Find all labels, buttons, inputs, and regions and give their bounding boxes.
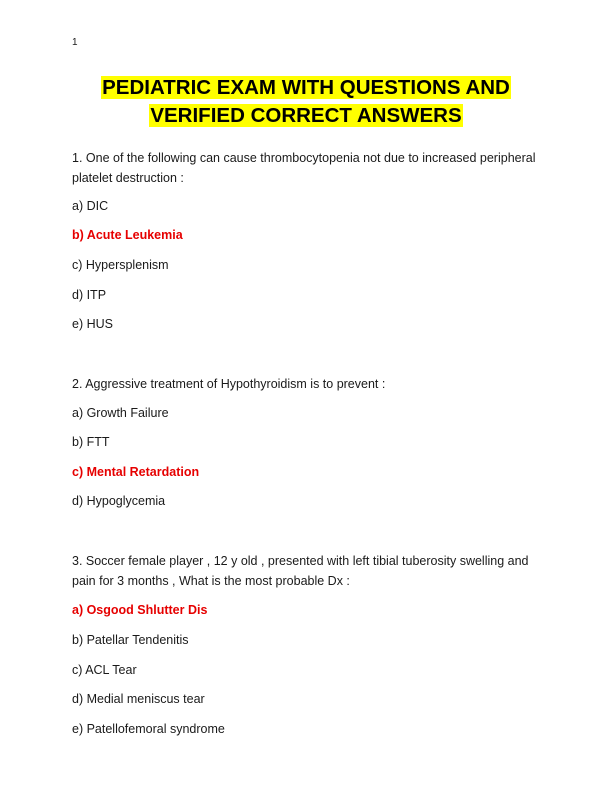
question-1-text: 1. One of the following can cause thrombocytopenia not due to increased peripheral platelet destruction : bbox=[72, 151, 536, 185]
question-3-text: 3. Soccer female player , 12 y old , presented with left tibial tuberosity swelling and pain for 3 months , What is the most probable Dx : bbox=[72, 554, 529, 588]
question-2-text: 2. Aggressive treatment of Hypothyroidism is to prevent : bbox=[72, 377, 386, 391]
question-1-option-c: c) Hypersplenism bbox=[72, 258, 169, 272]
question-3-option-d: d) Medial meniscus tear bbox=[72, 692, 205, 706]
question-1-option-e: e) HUS bbox=[72, 317, 113, 331]
question-1-option-d: d) ITP bbox=[72, 288, 107, 302]
question-2-option-a: a) Growth Failure bbox=[72, 406, 169, 420]
question-2-option-b: b) FTT bbox=[72, 435, 110, 449]
question-3-option-c: c) ACL Tear bbox=[72, 663, 137, 677]
question-3-option-a-correct: a) Osgood Shlutter Dis bbox=[72, 603, 208, 617]
question-3-option-b: b) Patellar Tendenitis bbox=[72, 633, 189, 647]
question-2-option-c-correct: c) Mental Retardation bbox=[72, 465, 200, 479]
question-1-option-a: a) DIC bbox=[72, 199, 109, 213]
title-line-2: VERIFIED CORRECT ANSWERS bbox=[150, 104, 462, 127]
document-title bbox=[0, 74, 612, 130]
question-1-option-b-correct: b) Acute Leukemia bbox=[72, 228, 183, 242]
question-3-option-e: e) Patellofemoral syndrome bbox=[72, 722, 225, 736]
page-number: 1 bbox=[72, 37, 78, 48]
question-2-option-d: d) Hypoglycemia bbox=[72, 494, 166, 508]
title-line-1: PEDIATRIC EXAM WITH QUESTIONS AND bbox=[102, 76, 510, 99]
